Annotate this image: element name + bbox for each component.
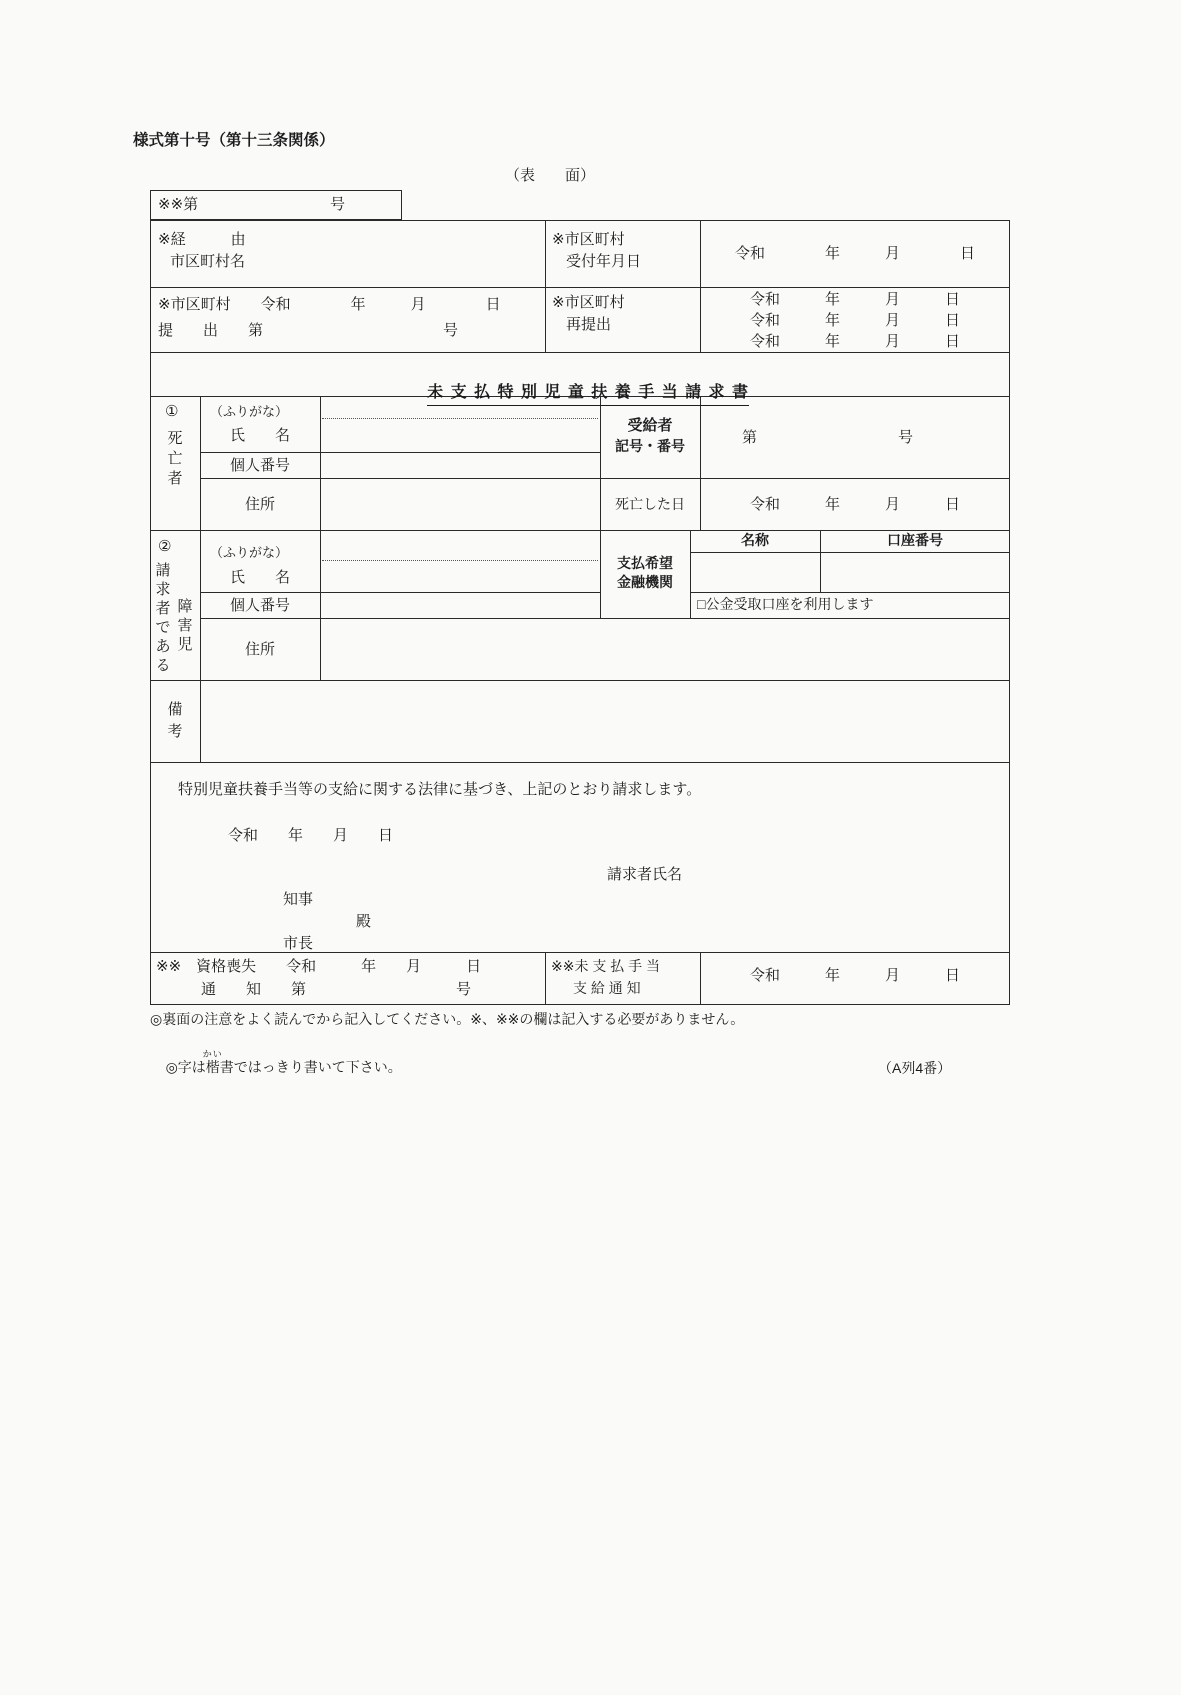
honorific-label: 殿 xyxy=(356,913,372,930)
route-label-line2: 市区町村名 xyxy=(170,253,246,270)
section2-label-disabled-child: 障害児 xyxy=(177,598,193,653)
resubmit-label-line1: ※市区町村 xyxy=(552,294,625,311)
unpaid-notice-date-field: 令和 年 月 日 xyxy=(749,967,960,984)
furigana-label-2: （ふりがな） xyxy=(210,545,289,560)
resubmit-date-3: 令和 年 月 日 xyxy=(749,333,960,350)
remarks-label: 備考 xyxy=(167,701,183,740)
claimant-name-label: 請求者氏名 xyxy=(607,866,683,883)
death-date-label: 死亡した日 xyxy=(615,496,685,512)
footer-note-2-prefix: ◎字は xyxy=(165,1058,206,1075)
section1-number: ① xyxy=(165,403,179,420)
divider xyxy=(150,952,1010,953)
section2-label-claimant: 請求者である xyxy=(155,562,171,674)
divider xyxy=(200,618,1010,619)
face-side-label: （表 面） xyxy=(504,167,595,184)
resubmit-date-2: 令和 年 月 日 xyxy=(749,312,960,329)
divider xyxy=(320,396,321,680)
furigana-label-1: （ふりがな） xyxy=(210,404,289,419)
recipient-number-label-line1: 受給者 xyxy=(627,417,673,434)
divider xyxy=(545,952,546,1005)
form-code-title: 様式第十号（第十三条関係） xyxy=(133,132,335,149)
resubmit-label-line2: 再提出 xyxy=(566,316,612,333)
footer-note-2-ruby-base: 楷 xyxy=(202,1058,223,1075)
bank-label-line2: 金融機関 xyxy=(617,574,673,590)
personal-number-label-2: 個人番号 xyxy=(229,597,290,614)
resubmit-date-1: 令和 年 月 日 xyxy=(749,291,960,308)
paper-size-label: （A列4番） xyxy=(878,1060,952,1076)
divider xyxy=(150,680,1010,681)
submission-line2: 提 出 第 号 xyxy=(158,322,459,339)
unpaid-notice-label-line1: ※※未 支 払 手 当 xyxy=(551,958,661,974)
doc-number-suffix: 号 xyxy=(330,196,346,213)
name-label-1: 氏 名 xyxy=(229,427,290,444)
address-label-1: 住所 xyxy=(244,496,275,513)
divider xyxy=(545,220,546,352)
footer-note-2-suffix: 書ではっきり書いて下さい。 xyxy=(219,1058,402,1075)
section1-label-deceased: 死亡者 xyxy=(167,430,183,487)
divider xyxy=(150,762,1010,763)
statement-date-line: 令和 年 月 日 xyxy=(228,827,394,844)
public-funds-account-checkbox: □公金受取口座を利用します xyxy=(697,596,874,612)
mayor-label: 市長 xyxy=(283,935,314,952)
governor-label: 知事 xyxy=(283,891,314,908)
divider xyxy=(690,592,1010,593)
recipient-number-suffix: 号 xyxy=(898,429,914,446)
route-label-line1: ※経 由 xyxy=(158,231,246,248)
footer-note-1: ◎裏面の注意をよく読んでから記入してください。※、※※の欄は記入する必要がありません。 xyxy=(150,1011,745,1027)
footer-note-2 xyxy=(150,1033,402,1094)
divider xyxy=(200,592,600,593)
footer-note-2-furigana: かい xyxy=(202,1048,223,1059)
divider xyxy=(150,352,1010,353)
qualification-loss-line1: ※※ 資格喪失 令和 年 月 日 xyxy=(156,958,482,975)
divider xyxy=(150,530,1010,531)
submission-line1: ※市区町村 令和 年 月 日 xyxy=(158,296,501,313)
footer-note-2-ruby xyxy=(202,1048,223,1075)
furigana-separator xyxy=(322,560,598,561)
divider xyxy=(200,478,1010,479)
personal-number-label-1: 個人番号 xyxy=(229,457,290,474)
divider xyxy=(200,452,600,453)
bank-label-line1: 支払希望 xyxy=(617,555,673,571)
statement-body: 特別児童扶養手当等の支給に関する法律に基づき、上記のとおり請求します。 xyxy=(178,781,702,798)
receipt-date-label-line2: 受付年月日 xyxy=(566,253,642,270)
recipient-number-prefix: 第 xyxy=(742,429,758,446)
receipt-date-label-line1: ※市区町村 xyxy=(552,231,625,248)
receipt-date-field: 令和 年 月 日 xyxy=(734,245,975,262)
address-label-2: 住所 xyxy=(244,641,275,658)
death-date-field: 令和 年 月 日 xyxy=(749,496,960,513)
section2-number: ② xyxy=(158,538,172,555)
divider xyxy=(150,287,1010,288)
doc-number-prefix: ※※第 xyxy=(158,196,199,213)
name-label-2: 氏 名 xyxy=(229,569,290,586)
recipient-number-label-line2: 記号・番号 xyxy=(615,438,685,454)
unpaid-notice-label-line2: 支 給 通 知 xyxy=(573,980,641,996)
divider xyxy=(690,552,1010,553)
bank-name-header: 名称 xyxy=(741,532,769,548)
document-title: 未 支 払 特 別 児 童 扶 養 手 当 請 求 書 xyxy=(427,384,749,406)
qualification-loss-line2: 通 知 第 号 xyxy=(156,981,472,998)
bank-account-header: 口座番号 xyxy=(887,532,943,548)
